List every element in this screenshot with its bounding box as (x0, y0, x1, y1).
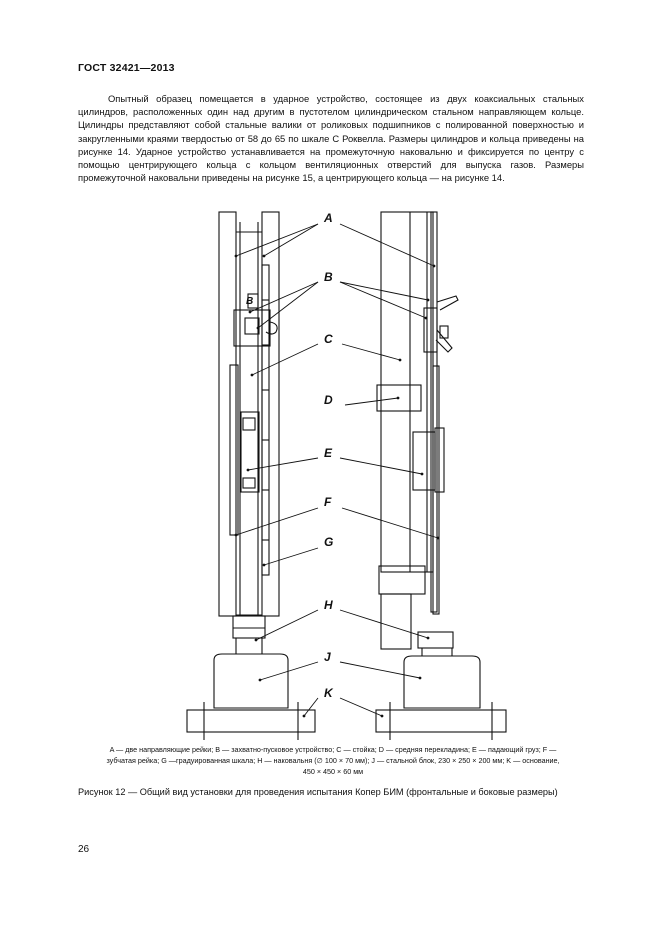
figure-legend: A — две направляющие рейки; B — захватно-пусковое устройство; C — стойка; D — средняя перекладина; E — падающий груз; F — зубчатая рейка; G —градуированная шкала; H — наковальня (∅ 100 × 70 мм); J — стальной блок, 230 × 250 × 200 мм; K — основание, 450 × 450 × 60 мм (106, 745, 560, 777)
label-b: B (324, 270, 333, 284)
label-d: D (324, 393, 333, 407)
front-rail-right (262, 212, 279, 616)
side-falling-weight (413, 432, 435, 490)
label-j: J (324, 650, 331, 664)
front-rack (262, 265, 269, 575)
page-number: 26 (78, 844, 90, 855)
side-anvil (418, 632, 453, 648)
label-e: E (324, 446, 333, 460)
side-lower-crossbar (379, 566, 425, 594)
label-a: A (324, 211, 333, 225)
front-base (187, 710, 315, 732)
front-release-device (234, 310, 270, 346)
document-header: ГОСТ 32421—2013 (78, 62, 175, 74)
label-g: G (324, 535, 334, 549)
body-paragraph: Опытный образец помещается в ударное устройство, состоящее из двух коаксиальных стальных цилиндров, расположенных один над другим в пустотелом цилиндрическом стальном направляющем кольце. Цилиндры представляют собой стальные валики от роликовых подшипников с полированной поверхностью и закругленными краями твердостью от 58 до 65 по шкале С Роквелла. Размеры цилиндров и кольца приведены на рисунке 14. Ударное устройство устанавливается на промежуточную наковальню и фиксируется по центру с помощью центрирующего кольца с кольцом вентиляционных отверстий для выпуска газов. Размеры промежуточной наковальни приведены на рисунке 15, а центрирующего кольца — на рисунке 14. (78, 93, 584, 184)
front-anvil (233, 616, 265, 638)
side-view (376, 212, 506, 740)
side-rail (431, 212, 437, 612)
figure-title: Рисунок 12 — Общий вид установки для проведения испытания Копер БИМ (фронтальные и боковые размеры) (78, 787, 558, 797)
label-c: C (324, 332, 333, 346)
label-k: K (324, 686, 333, 700)
front-view (187, 212, 315, 740)
front-steel-block (214, 654, 288, 708)
label-b-small: B (246, 296, 254, 307)
label-f: F (324, 495, 332, 509)
side-column (381, 212, 433, 572)
side-base (376, 710, 506, 732)
side-steel-block (404, 656, 480, 708)
front-toothed-rack (230, 365, 238, 535)
label-h: H (324, 598, 333, 612)
leader-lines (236, 224, 438, 716)
front-falling-weight (241, 412, 259, 492)
front-rail-left (219, 212, 236, 616)
